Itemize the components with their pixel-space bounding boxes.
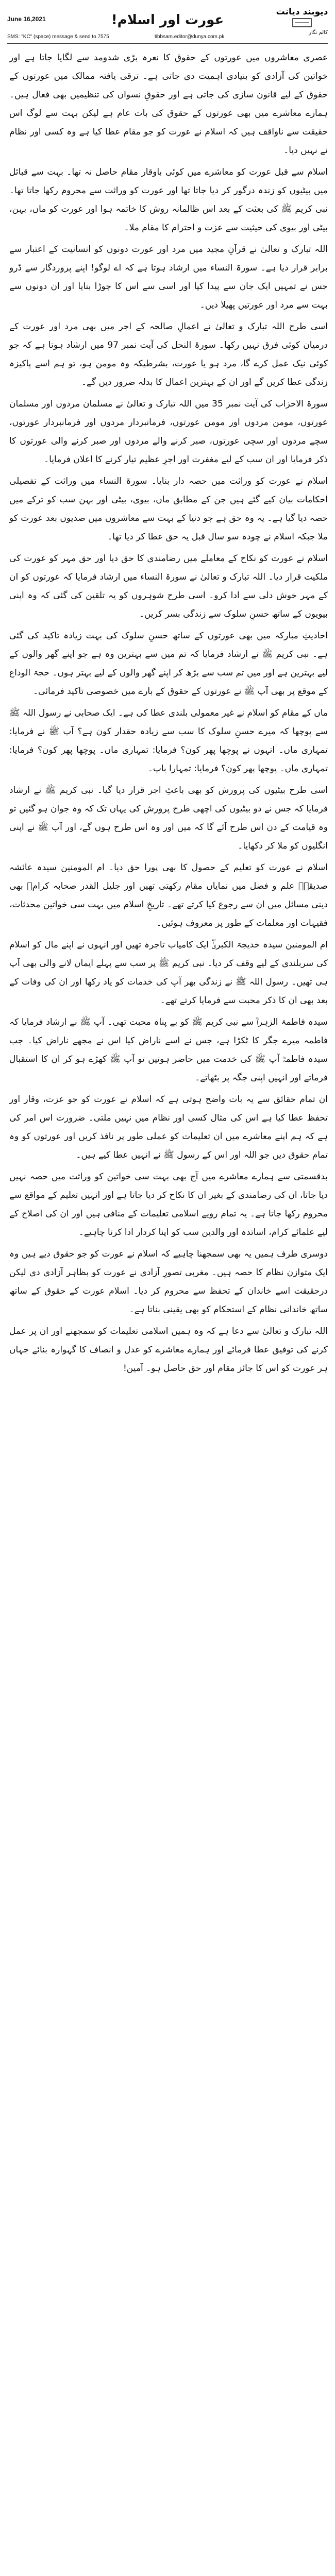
contact-bar: [0, 33, 335, 42]
columnist-logo: [276, 3, 328, 30]
article-body: [9, 48, 328, 1381]
contact-email[interactable]: tibbsam.editor@dunya.com.pk: [155, 34, 225, 40]
article-title: عورت اور اسلام!: [111, 12, 224, 28]
article-paragraph: دوسری طرف ہمیں یہ بھی سمجھنا چاہیے کہ اسلام نے عورت کو جو حقوق دیے ہیں وہ ایک متوازن نظام کا حصہ ہیں۔ مغربی تصورِ آزادی نے عورت کو بظاہر آزادی دی لیکن درحقیقت اسے خاندان کے تحفظ سے محروم کر دیا۔ اسلام عورت کے حقوق کے ساتھ ساتھ خاندانی نظام کے استحکام کو بھی یقینی بناتا ہے۔: [9, 1249, 328, 1315]
article-paragraph: اللہ تبارک و تعالیٰ نے قرآنِ مجید میں مرد اور عورت دونوں کو انسانیت کے اعتبار سے برابر قرار دیا ہے۔ سورۃ النساء میں ارشاد ہوتا ہے کہ اے لوگو! اپنے پروردگار سے ڈرو جس نے تمہیں ایک جان سے پیدا کیا اور اسی سے اس کا جوڑا بنایا اور ان دونوں سے بہت سے مرد اور عورتیں پھیلا دیں۔: [9, 244, 328, 310]
publish-date: June 16,2021: [7, 15, 46, 23]
article-paragraph: احادیثِ مبارکہ میں بھی عورتوں کے ساتھ حسنِ سلوک کی بہت زیادہ تاکید کی گئی ہے۔ نبی کریم ﷺ نے ارشاد فرمایا کہ تم میں سے بہترین وہ ہے جو اپنے گھر والوں کے لیے بہترین ہے اور میں تم سب سے بڑھ کر اپنے گھر والوں کے لیے بہتر ہوں۔ حجۃ الوداع کے موقع پر بھی آپ ﷺ نے عورتوں کے حقوق کے بارے میں خصوصی تاکید فرمائی۔: [9, 631, 328, 697]
logo-text: دیوبند دیانت: [276, 7, 328, 17]
article-paragraph: اللہ تبارک و تعالیٰ سے دعا ہے کہ وہ ہمیں اسلامی تعلیمات کو سمجھنے اور ان پر عمل کرنے کی توفیق عطا فرمائے اور ہمارے معاشرے کو عدل و انصاف کا گہوارہ بنائے جہاں ہر عورت کو اس کا جائز مقام اور حق حاصل ہو۔ آمین!: [9, 1326, 328, 1374]
columnist-byline: کالم نگار: [309, 30, 328, 36]
article-paragraph: بدقسمتی سے ہمارے معاشرے میں آج بھی بہت سی خواتین کو وراثت میں حصہ نہیں دیا جاتا، ان کی رضامندی کے بغیر ان کا نکاح کر دیا جاتا ہے اور انہیں تعلیم کے مواقع سے محروم رکھا جاتا ہے۔ یہ تمام رویے اسلامی تعلیمات کے منافی ہیں اور ان کی اصلاح کے لیے علمائے کرام، اساتذہ اور والدین سب کو اپنا کردار ادا کرنا چاہیے۔: [9, 1172, 328, 1238]
article-paragraph: اسلام نے عورت کو تعلیم کے حصول کا بھی پورا حق دیا۔ ام المومنین سیدہ عائشہ صدیقہؓ علم و فضل میں نمایاں مقام رکھتی تھیں اور جلیل القدر صحابہ کرامؓ بھی دینی مسائل میں ان سے رجوع کیا کرتے تھے۔ تاریخِ اسلام میں بہت سی خواتین محدثات، فقیہات اور معلمات کے طور پر معروف ہوئیں۔: [9, 862, 328, 928]
article-paragraph: ان تمام حقائق سے یہ بات واضح ہوتی ہے کہ اسلام نے عورت کو جو عزت، وقار اور تحفظ عطا کیا ہے اس کی مثال کسی اور نظام میں نہیں ملتی۔ ضرورت اس امر کی ہے کہ ہم اپنے معاشرے میں ان تعلیمات کو عملی طور پر نافذ کریں اور عورتوں کو وہ تمام حقوق دیں جو اللہ اور اس کے رسول ﷺ نے انہیں عطا کیے ہیں۔: [9, 1094, 328, 1160]
article-paragraph: عصری معاشروں میں عورتوں کے حقوق کا نعرہ بڑی شدومد سے لگایا جاتا ہے اور خواتین کی آزادی کو بنیادی اہمیت دی جاتی ہے۔ ترقی یافتہ ممالک میں عورتوں کے حقوق کے لیے قانون سازی کی جاتی ہے اور حقوقِ نسواں کی تنظیمیں بھی فعال ہیں۔ ہمارے معاشرے میں بھی عورتوں کے حقوق کی بات عام ہے لیکن بہت سے لوگ اس حقیقت سے ناواقف ہیں کہ اسلام نے عورت کو جو مقام عطا کیا ہے وہ کسی اور نظام نے نہیں دیا۔: [9, 53, 328, 156]
sms-instruction: SMS: "KC" (space) message & send to 7575: [7, 34, 109, 40]
article-paragraph: اسلام سے قبل عورت کو معاشرے میں کوئی باوقار مقام حاصل نہ تھا۔ بہت سے قبائل میں بیٹیوں کو زندہ درگور کر دیا جاتا تھا اور عورت کو وراثت سے محروم رکھا جاتا تھا۔ نبی کریم ﷺ کی بعثت کے بعد اس ظالمانہ روش کا خاتمہ ہوا اور عورت کو ماں، بہن، بیٹی اور بیوی کی حیثیت سے عزت و احترام کا مقام ملا۔: [9, 167, 328, 233]
article-paragraph: سورۃ الاحزاب کی آیت نمبر 35 میں اللہ تبارک و تعالیٰ نے مسلمان مردوں اور مسلمان عورتوں، مومن مردوں اور مومن عورتوں، فرمانبردار مردوں اور فرمانبردار عورتوں، سچے مردوں اور سچی عورتوں، صبر کرنے والے مردوں اور صبر کرنے والی عورتوں کا ذکر فرمایا اور ان سب کے لیے مغفرت اور اجرِ عظیم تیار کرنے کا اعلان فرمایا۔: [9, 399, 328, 465]
header-divider: [7, 43, 328, 44]
article-paragraph: اسی طرح اللہ تبارک و تعالیٰ نے اعمالِ صالحہ کے اجر میں بھی مرد اور عورت کے درمیان کوئی فرق نہیں رکھا۔ سورۃ النحل کی آیت نمبر 97 میں ارشاد ہوتا ہے کہ جو کوئی نیک عمل کرے گا، مرد ہو یا عورت، بشرطیکہ وہ مومن ہو، تو ہم اسے پاکیزہ زندگی عطا کریں گے اور ان کے بہترین اعمال کا بدلہ ضرور دیں گے۔: [9, 321, 328, 387]
article-paragraph: سیدہ فاطمۃ الزہراؓ سے نبی کریم ﷺ کو بے پناہ محبت تھی۔ آپ ﷺ نے ارشاد فرمایا کہ فاطمہ میرے جگر کا ٹکڑا ہے، جس نے اسے ناراض کیا اس نے مجھے ناراض کیا۔ جب سیدہ فاطمہؓ آپ ﷺ کی خدمت میں حاضر ہوتیں تو آپ ﷺ کھڑے ہو کر ان کا استقبال فرماتے اور انہیں اپنی جگہ پر بٹھاتے۔: [9, 1017, 328, 1083]
article-paragraph: اسلام نے عورت کو وراثت میں حصہ دار بنایا۔ سورۃ النساء میں وراثت کے تفصیلی احکامات بیان کیے گئے ہیں جن کے مطابق ماں، بیوی، بیٹی اور بہن سب کو ترکے میں حصہ دیا گیا ہے۔ یہ وہ حق ہے جو دنیا کے بہت سے معاشروں میں صدیوں بعد عورت کو ملا جبکہ اسلام نے چودہ سو سال قبل یہ حق عطا کر دیا تھا۔: [9, 476, 328, 542]
article-paragraph: ام المومنین سیدہ خدیجۃ الکبریٰؓ ایک کامیاب تاجرہ تھیں اور انہوں نے اپنے مال کو اسلام کی سربلندی کے لیے وقف کر دیا۔ نبی کریم ﷺ پر سب سے پہلے ایمان لانے والی بھی آپ ہی تھیں۔ رسول اللہ ﷺ نے زندگی بھر آپ کی خدمات کو یاد رکھا اور ان کی وفات کے بعد بھی ان کا ذکر محبت سے فرمایا کرتے تھے۔: [9, 940, 328, 1006]
column-header: [0, 0, 335, 43]
article-paragraph: اسلام نے عورت کو نکاح کے معاملے میں رضامندی کا حق دیا اور حق مہر کو عورت کی ملکیت قرار دیا۔ اللہ تبارک و تعالیٰ نے سورۃ النساء میں ارشاد فرمایا کہ عورتوں کو ان کے مہر خوش دلی سے ادا کرو۔ اسی طرح شوہروں کو یہ تلقین کی گئی کہ وہ اپنی بیویوں کے ساتھ حسنِ سلوک سے زندگی بسر کریں۔: [9, 553, 328, 619]
article-paragraph: اسی طرح بیٹیوں کی پرورش کو بھی باعثِ اجر قرار دیا گیا۔ نبی کریم ﷺ نے ارشاد فرمایا کہ جس نے دو بیٹیوں کی اچھی طرح پرورش کی یہاں تک کہ وہ جوان ہو گئیں تو وہ قیامت کے دن اس طرح آئے گا کہ میں اور وہ اس طرح ہوں گے، اور آپ ﷺ نے اپنی انگلیوں کو ملا کر دکھایا۔: [9, 785, 328, 851]
article-paragraph: ماں کے مقام کو اسلام نے غیر معمولی بلندی عطا کی ہے۔ ایک صحابی نے رسول اللہ ﷺ سے پوچھا کہ میرے حسنِ سلوک کا سب سے زیادہ حقدار کون ہے؟ آپ ﷺ نے فرمایا: تمہاری ماں۔ انہوں نے پوچھا پھر کون؟ فرمایا: تمہاری ماں۔ پوچھا پھر کون؟ فرمایا: تمہاری ماں۔ پوچھا پھر کون؟ فرمایا: تمہارا باپ۔: [9, 708, 328, 774]
